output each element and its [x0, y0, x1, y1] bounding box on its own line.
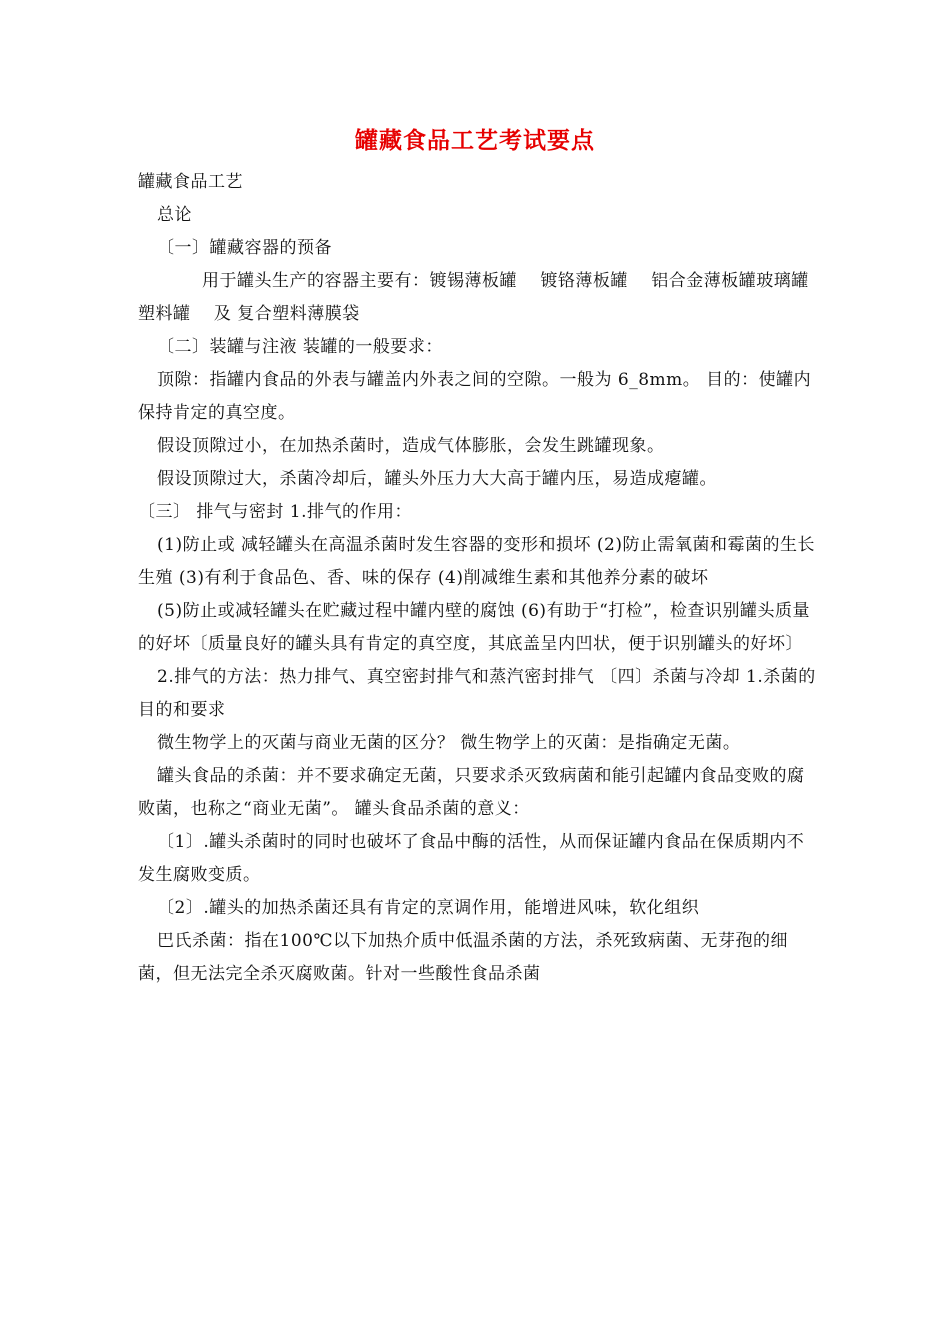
paragraph: 假设顶隙过大，杀菌冷却后，罐头外压力大大高于罐内压，易造成瘪罐。: [157, 469, 717, 489]
paragraph: (5)防止或减轻罐头在贮藏过程中罐内壁的腐蚀 (6)有助于“打检”，检查识别罐头质量的好坏〔质量良好的罐头具有肯定的真空度，其底盖呈内凹状，便于识别罐头的好坏〕: [138, 601, 810, 654]
document-title: 罐藏食品工艺考试要点: [355, 128, 595, 154]
paragraph: 巴氏杀菌：指在100℃以下加热介质中低温杀菌的方法，杀死致病菌、无芽孢的细菌，但无法完全杀灭腐败菌。针对一些酸性食品杀菌: [138, 931, 788, 984]
subsection-heading: 总论: [157, 205, 192, 225]
paragraph: 罐头食品的杀菌：并不要求确定无菌，只要求杀灭致病菌和能引起罐内食品变败的腐败菌，也称之“商业无菌”。 罐头食品杀菌的意义：: [138, 766, 805, 819]
paragraph: 假设顶隙过小，在加热杀菌时，造成气体膨胀，会发生跳罐现象。: [157, 436, 665, 456]
paragraph: 微生物学上的灭菌与商业无菌的区分？ 微生物学上的灭菌：是指确定无菌。: [157, 733, 741, 753]
paragraph: 2.排气的方法：热力排气、真空密封排气和蒸汽密封排气 〔四〕杀菌与冷却 1.杀菌的目的和要求: [138, 667, 816, 720]
paragraph: 〔一〕罐藏容器的预备: [157, 238, 332, 258]
paragraph: 〔2〕.罐头的加热杀菌还具有肯定的烹调作用，能增进风味，软化组织: [157, 898, 700, 918]
section-heading: 罐藏食品工艺: [138, 172, 243, 192]
document-body: [138, 166, 827, 991]
paragraph: 用于罐头生产的容器主要有：镀锡薄板罐 镀铬薄板罐 铝合金薄板罐玻璃罐 塑料罐 及 复合塑料薄膜袋: [138, 271, 827, 324]
paragraph: (1)防止或 减轻罐头在高温杀菌时发生容器的变形和损坏 (2)防止需氧菌和霉菌的生长生殖 (3)有利于食品色、香、味的保存 (4)削减维生素和其他养分素的破坏: [138, 535, 815, 588]
paragraph: 顶隙：指罐内食品的外表与罐盖内外表之间的空隙。一般为 6_8mm。 目的：使罐内保持肯定的真空度。: [138, 370, 812, 423]
paragraph: 〔二〕装罐与注液 装罐的一般要求：: [157, 337, 443, 357]
paragraph: 〔1〕.罐头杀菌时的同时也破坏了食品中酶的活性，从而保证罐内食品在保质期内不发生腐败变质。: [138, 832, 805, 885]
paragraph: 〔三〕 排气与密封 1.排气的作用：: [138, 502, 413, 522]
